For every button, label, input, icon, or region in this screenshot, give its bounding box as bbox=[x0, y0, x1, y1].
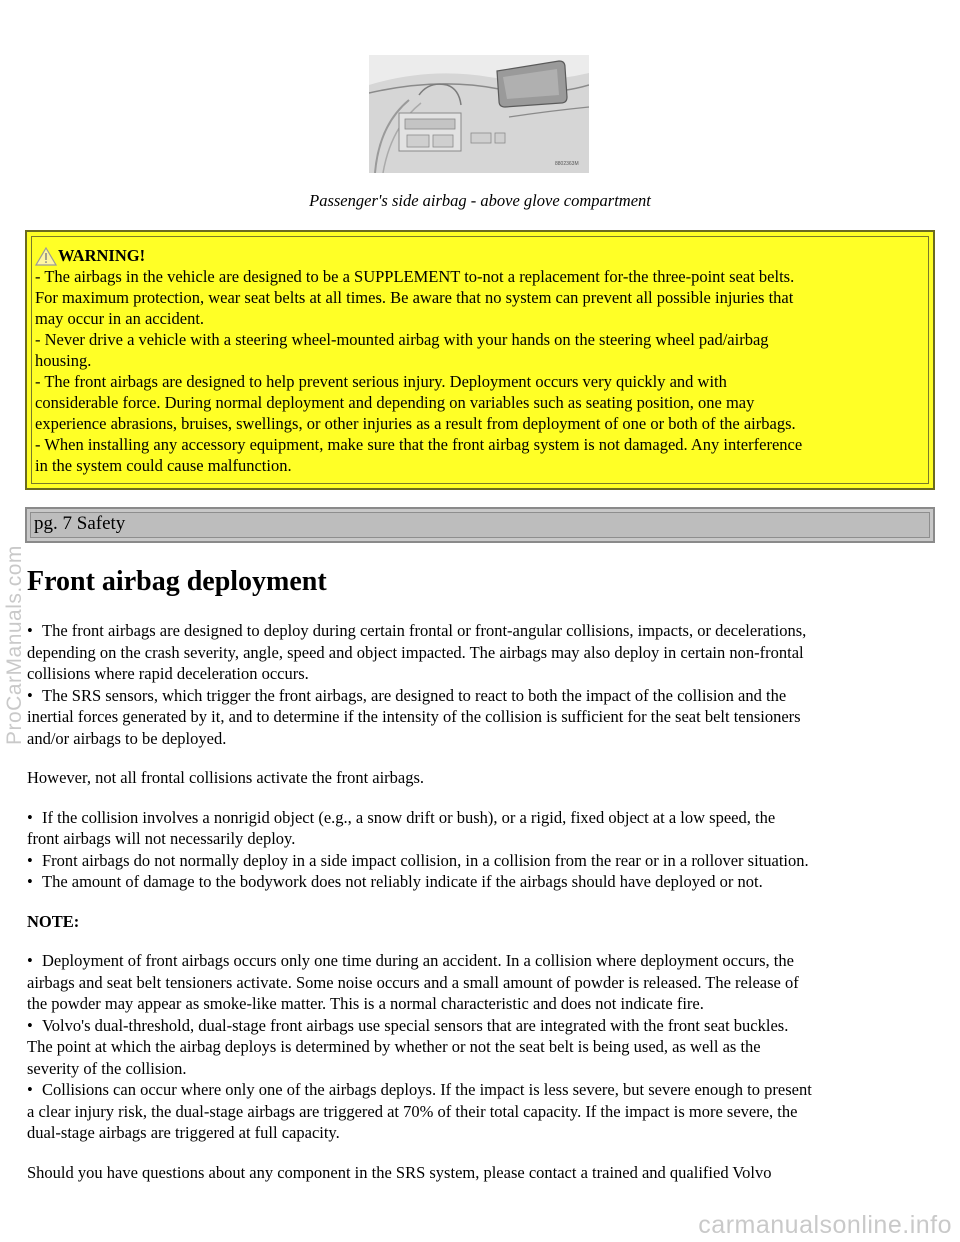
body-line: a clear injury risk, the dual-stage airbags are triggered at 70% of their total capacity. If the impact is more severe, the bbox=[27, 1101, 798, 1121]
body-line: collisions where rapid deceleration occurs. bbox=[27, 664, 309, 683]
body-line: inertial forces generated by it, and to determine if the intensity of the collision is sufficient for the seat belt tensioners bbox=[27, 707, 801, 726]
body-line: airbags and seat belt tensioners activate. Some noise occurs and a small amount of powder is released. The release of bbox=[27, 972, 799, 992]
warning-triangle-icon bbox=[35, 247, 57, 266]
warning-line: For maximum protection, wear seat belts at all times. Be aware that no system can prevent all possible injuries that bbox=[35, 288, 794, 307]
figure-code: 8802363M bbox=[555, 161, 579, 167]
body-content bbox=[27, 620, 937, 1183]
bullet-icon: • bbox=[27, 685, 33, 705]
warning-line: housing. bbox=[35, 351, 92, 370]
body-line: Volvo's dual-threshold, dual-stage front airbags use special sensors that are integrated with the front seat buckles. bbox=[42, 1015, 789, 1035]
warning-line: - The front airbags are designed to help prevent serious injury. Deployment occurs very quickly and with bbox=[35, 372, 727, 391]
dashboard-airbag-illustration bbox=[369, 55, 589, 173]
warning-line: - When installing any accessory equipment, make sure that the front airbag system is not damaged. Any interference bbox=[35, 435, 803, 454]
body-line: severity of the collision. bbox=[27, 1058, 187, 1078]
warning-title: WARNING! bbox=[58, 246, 146, 265]
bullet-icon: • bbox=[27, 1015, 33, 1035]
body-line: Front airbags do not normally deploy in a side impact collision, in a collision from the rear or in a rollover situation. bbox=[42, 850, 809, 870]
section-heading: Front airbag deployment bbox=[27, 566, 327, 597]
bullet-icon: • bbox=[27, 872, 33, 891]
figure-caption: Passenger's side airbag - above glove compartment bbox=[309, 191, 651, 210]
body-line: The SRS sensors, which trigger the front airbags, are designed to react to both the impact of the collision and the bbox=[42, 685, 787, 705]
body-line: and/or airbags to be deployed. bbox=[27, 728, 227, 748]
page-section-label: pg. 7 Safety bbox=[30, 512, 930, 538]
body-line: front airbags will not necessarily deploy. bbox=[27, 829, 296, 848]
warning-line: experience abrasions, bruises, swellings, or other injuries as a result from deployment of one or both of the airbags. bbox=[35, 414, 796, 433]
warning-line: - Never drive a vehicle with a steering wheel-mounted airbag with your hands on the steering wheel pad/airbag bbox=[35, 330, 769, 349]
warning-box bbox=[25, 230, 935, 490]
warning-line: may occur in an accident. bbox=[35, 309, 205, 328]
body-paragraph: However, not all frontal collisions activate the front airbags. bbox=[27, 768, 425, 787]
bullet-icon: • bbox=[27, 951, 33, 970]
body-line: Deployment of front airbags occurs only one time during an accident. In a collision where deployment occurs, the bbox=[42, 951, 794, 970]
bullet-icon: • bbox=[27, 850, 33, 870]
bullet-icon: • bbox=[27, 807, 33, 827]
warning-line: in the system could cause malfunction. bbox=[35, 456, 292, 475]
footer-watermark: carmanualsonline.info bbox=[698, 1211, 952, 1239]
bullet-icon: • bbox=[27, 1080, 33, 1099]
note-label: NOTE: bbox=[27, 911, 80, 931]
side-watermark: ProCarManuals.com bbox=[3, 545, 26, 745]
body-line: Collisions can occur where only one of the airbags deploys. If the impact is less severe, but severe enough to present bbox=[42, 1080, 812, 1099]
warning-line: - The airbags in the vehicle are designed to be a SUPPLEMENT to-not a replacement for-the three-point seat belts. bbox=[35, 267, 795, 286]
body-paragraph: Should you have questions about any component in the SRS system, please contact a trained and qualified Volvo bbox=[27, 1162, 772, 1182]
body-line: the powder may appear as smoke-like matter. This is a normal characteristic and does not indicate fire. bbox=[27, 994, 704, 1013]
body-line: If the collision involves a nonrigid object (e.g., a snow drift or bush), or a rigid, fixed object at a low speed, the bbox=[42, 807, 776, 827]
page-section-bar bbox=[25, 507, 935, 543]
bullet-icon: • bbox=[27, 621, 33, 640]
body-line: The amount of damage to the bodywork does not reliably indicate if the airbags should have deployed or not. bbox=[42, 872, 763, 891]
body-line: The point at which the airbag deploys is determined by whether or not the seat belt is being used, as well as the bbox=[27, 1037, 761, 1056]
body-line: The front airbags are designed to deploy during certain frontal or front-angular collisions, impacts, or decelerations, bbox=[42, 621, 807, 640]
body-line: depending on the crash severity, angle, speed and object impacted. The airbags may also deploy in certain non-frontal bbox=[27, 642, 804, 662]
body-line: dual-stage airbags are triggered at full capacity. bbox=[27, 1123, 340, 1142]
warning-line: considerable force. During normal deployment and depending on variables such as seating position, one may bbox=[35, 393, 755, 412]
